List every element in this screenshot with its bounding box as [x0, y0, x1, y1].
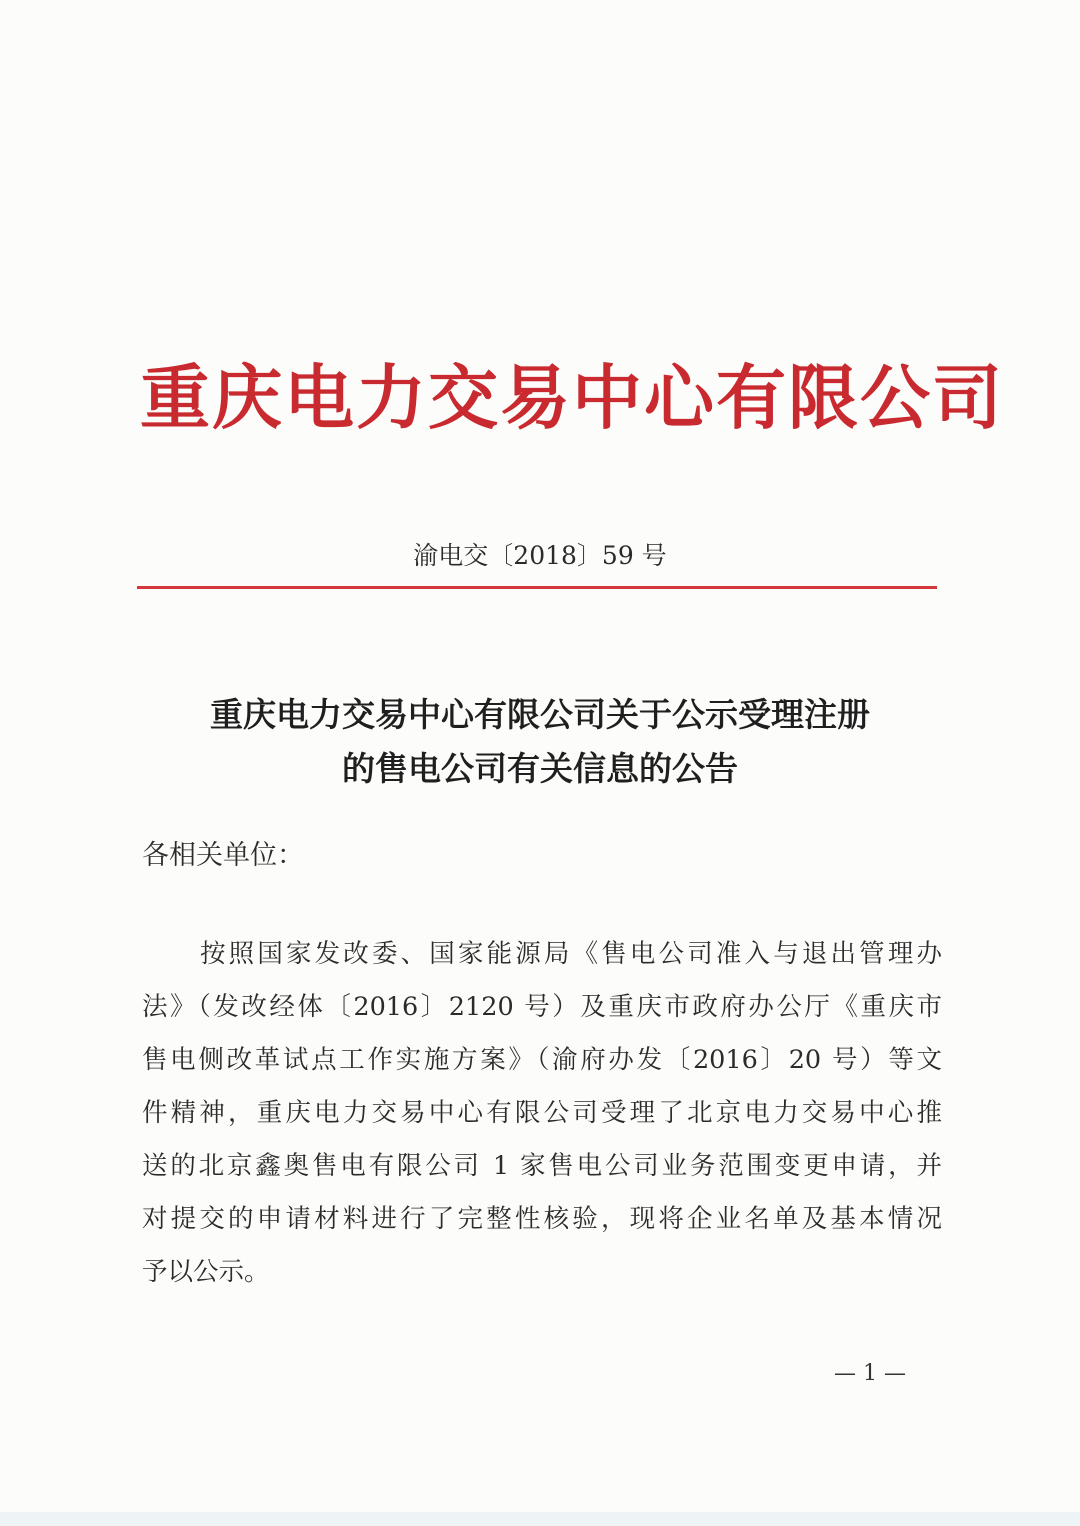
letterhead-organization: 重庆电力交易中心有限公司	[140, 356, 1004, 439]
body-line: 售电侧改革试点工作实施方案》（渝府办发〔2016〕20 号）等文	[142, 1045, 942, 1075]
document-number: 渝电交〔2018〕59 号	[413, 541, 667, 570]
body-line: 送的北京鑫奥售电有限公司 1 家售电公司业务范围变更申请，并	[142, 1151, 942, 1181]
body-line: 法》（发改经体〔2016〕2120 号）及重庆市政府办公厅《重庆市	[142, 992, 942, 1022]
body-line: 按照国家发改委、国家能源局《售电公司准入与退出管理办	[200, 939, 942, 969]
notice-title	[140, 688, 940, 796]
notice-body	[142, 928, 942, 1299]
body-line: 予以公示。	[142, 1257, 270, 1287]
notice-title-line: 的售电公司有关信息的公告	[342, 749, 738, 788]
page-number: — 1 —	[834, 1361, 906, 1386]
body-line: 件精神，重庆电力交易中心有限公司受理了北京电力交易中心推	[142, 1098, 942, 1128]
body-line: 对提交的申请材料进行了完整性核验，现将企业名单及基本情况	[142, 1204, 942, 1234]
notice-title-line: 重庆电力交易中心有限公司关于公示受理注册	[210, 695, 870, 734]
red-divider	[137, 586, 937, 589]
salutation: 各相关单位：	[142, 840, 304, 871]
